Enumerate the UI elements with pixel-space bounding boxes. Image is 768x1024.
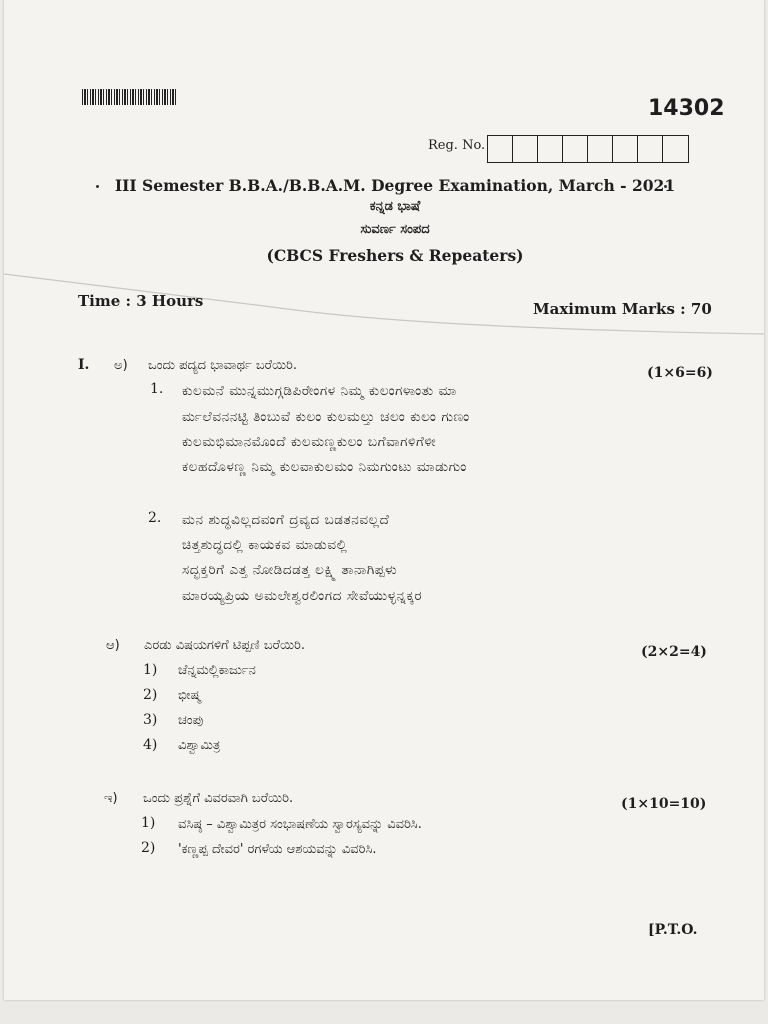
reg-no-box bbox=[588, 136, 613, 162]
barcode bbox=[82, 89, 178, 105]
part-b-instruction: ಎರಡು ವಿಷಯಗಳಿಗೆ ಟಿಪ್ಪಣಿ ಬರೆಯಿರಿ. bbox=[144, 638, 306, 653]
reg-no-box bbox=[513, 136, 538, 162]
list-item-number: 4) bbox=[143, 737, 158, 753]
section-number: I. bbox=[78, 357, 90, 373]
poem-number: 1. bbox=[150, 381, 164, 397]
list-item: ಭೀಷ್ಮ bbox=[178, 688, 202, 703]
list-item: ಚಂಪು bbox=[178, 713, 204, 728]
poem-line: ಸದ್ಭಕ್ತರಿಗೆ ಎತ್ತ ನೋಡಿದಡತ್ತ ಲಕ್ಷ್ಮಿ ತಾನಾಗಿಪ್ಪಳು bbox=[182, 562, 398, 578]
list-item: ವಸಿಷ್ಠ – ವಿಶ್ವಾಮಿತ್ರರ ಸಂಭಾಷಣೆಯ ಸ್ವಾರಸ್ಯವನ್ನು ವಿವರಿಸಿ. bbox=[178, 817, 422, 832]
poem-line: ಚಿತ್ತಶುದ್ಧದಲ್ಲಿ ಕಾಯಕವ ಮಾಡುವಲ್ಲಿ bbox=[182, 537, 348, 553]
poem-line: ರ್ಮಲೆವನನಟ್ಟಿ ತಿಂಬುವೆ ಕುಲಂ ಕುಲಮಲ್ತು ಚಲಂ ಕುಲಂ ಗುಣಂ bbox=[182, 409, 470, 425]
max-marks: Maximum Marks : 70 bbox=[533, 300, 712, 318]
poem-line: ಕಲಹದೊಳಣ್ಣ ನಿಮ್ಮ ಕುಲವಾಕುಲಮಂ ನಿಮಗುಂಟು ಮಾಡುಗುಂ bbox=[182, 459, 467, 475]
reg-no-box bbox=[563, 136, 588, 162]
part-a-label: ಅ) bbox=[114, 358, 128, 373]
reg-no-box bbox=[638, 136, 663, 162]
reg-no-box bbox=[613, 136, 638, 162]
poem-line: ಕುಲಮಭಿಮಾನಮೊಂದೆ ಕುಲಮಣ್ಣಕುಲಂ ಬಗೆವಾಗಳಿಗೆಳೀ bbox=[182, 434, 437, 450]
part-c-marks: (1×10=10) bbox=[621, 796, 707, 812]
reg-no-box bbox=[663, 136, 688, 162]
paper-code: 14302 bbox=[648, 96, 725, 121]
list-item-number: 3) bbox=[143, 712, 158, 728]
poem-line: ಕುಲಮನೆ ಮುನ್ನಮುಗ್ಗಡಿಪಿರೇಂಗಳ ನಿಮ್ಮ ಕುಲಂಗಳಾಂತು ಮಾ bbox=[182, 383, 457, 399]
reg-no-label: Reg. No. bbox=[428, 138, 486, 153]
list-item: 'ಕಣ್ಣಪ್ಪ ದೇವರ' ರಗಳೆಯ ಆಶಯವನ್ನು ವಿವರಿಸಿ. bbox=[178, 842, 377, 857]
list-item-number: 2) bbox=[141, 840, 156, 856]
list-item-number: 2) bbox=[143, 687, 158, 703]
list-item-number: 1) bbox=[143, 662, 158, 678]
scheme: (CBCS Freshers & Repeaters) bbox=[266, 246, 524, 265]
list-item: ವಿಶ್ವಾಮಿತ್ರ bbox=[178, 738, 221, 753]
paper-name: ಸುವರ್ಣ ಸಂಪದ bbox=[360, 222, 430, 237]
exam-title: III Semester B.B.A./B.B.A.M. Degree Examination, March - 2021 bbox=[114, 176, 676, 195]
please-turn-over: [P.T.O. bbox=[648, 922, 698, 938]
poem-number: 2. bbox=[148, 510, 162, 526]
part-c-label: ಇ) bbox=[104, 791, 118, 806]
poem-line: ಮನ ಶುದ್ಧವಿಲ್ಲದವಂಗೆ ದ್ರವ್ಯದ ಬಡತನವಲ್ಲದೆ bbox=[182, 512, 390, 528]
poem-line: ಮಾರಯ್ಯಪ್ರಿಯ ಅಮಲೇಶ್ವರಲಿಂಗದ ಸೇವೆಯುಳ್ಳನ್ನಕ್ಕರ bbox=[182, 588, 423, 604]
part-b-label: ಆ) bbox=[106, 638, 120, 653]
reg-no-box bbox=[538, 136, 563, 162]
list-item-number: 1) bbox=[141, 815, 156, 831]
part-a-marks: (1×6=6) bbox=[647, 365, 713, 381]
list-item: ಚೆನ್ನಮಲ್ಲಿಕಾರ್ಜುನ bbox=[178, 663, 256, 678]
reg-no-boxes bbox=[487, 135, 689, 163]
subject-title: ಕನ್ನಡ ಭಾಷೆ bbox=[369, 199, 421, 214]
part-a-instruction: ಒಂದು ಪದ್ಯದ ಭಾವಾರ್ಥ ಬರೆಯಿರಿ. bbox=[148, 358, 298, 373]
reg-no-box bbox=[488, 136, 513, 162]
part-c-instruction: ಒಂದು ಪ್ರಶ್ನೆಗೆ ವಿವರವಾಗಿ ಬರೆಯಿರಿ. bbox=[143, 791, 294, 806]
part-b-marks: (2×2=4) bbox=[641, 644, 707, 660]
time-allowed: Time : 3 Hours bbox=[78, 292, 204, 310]
